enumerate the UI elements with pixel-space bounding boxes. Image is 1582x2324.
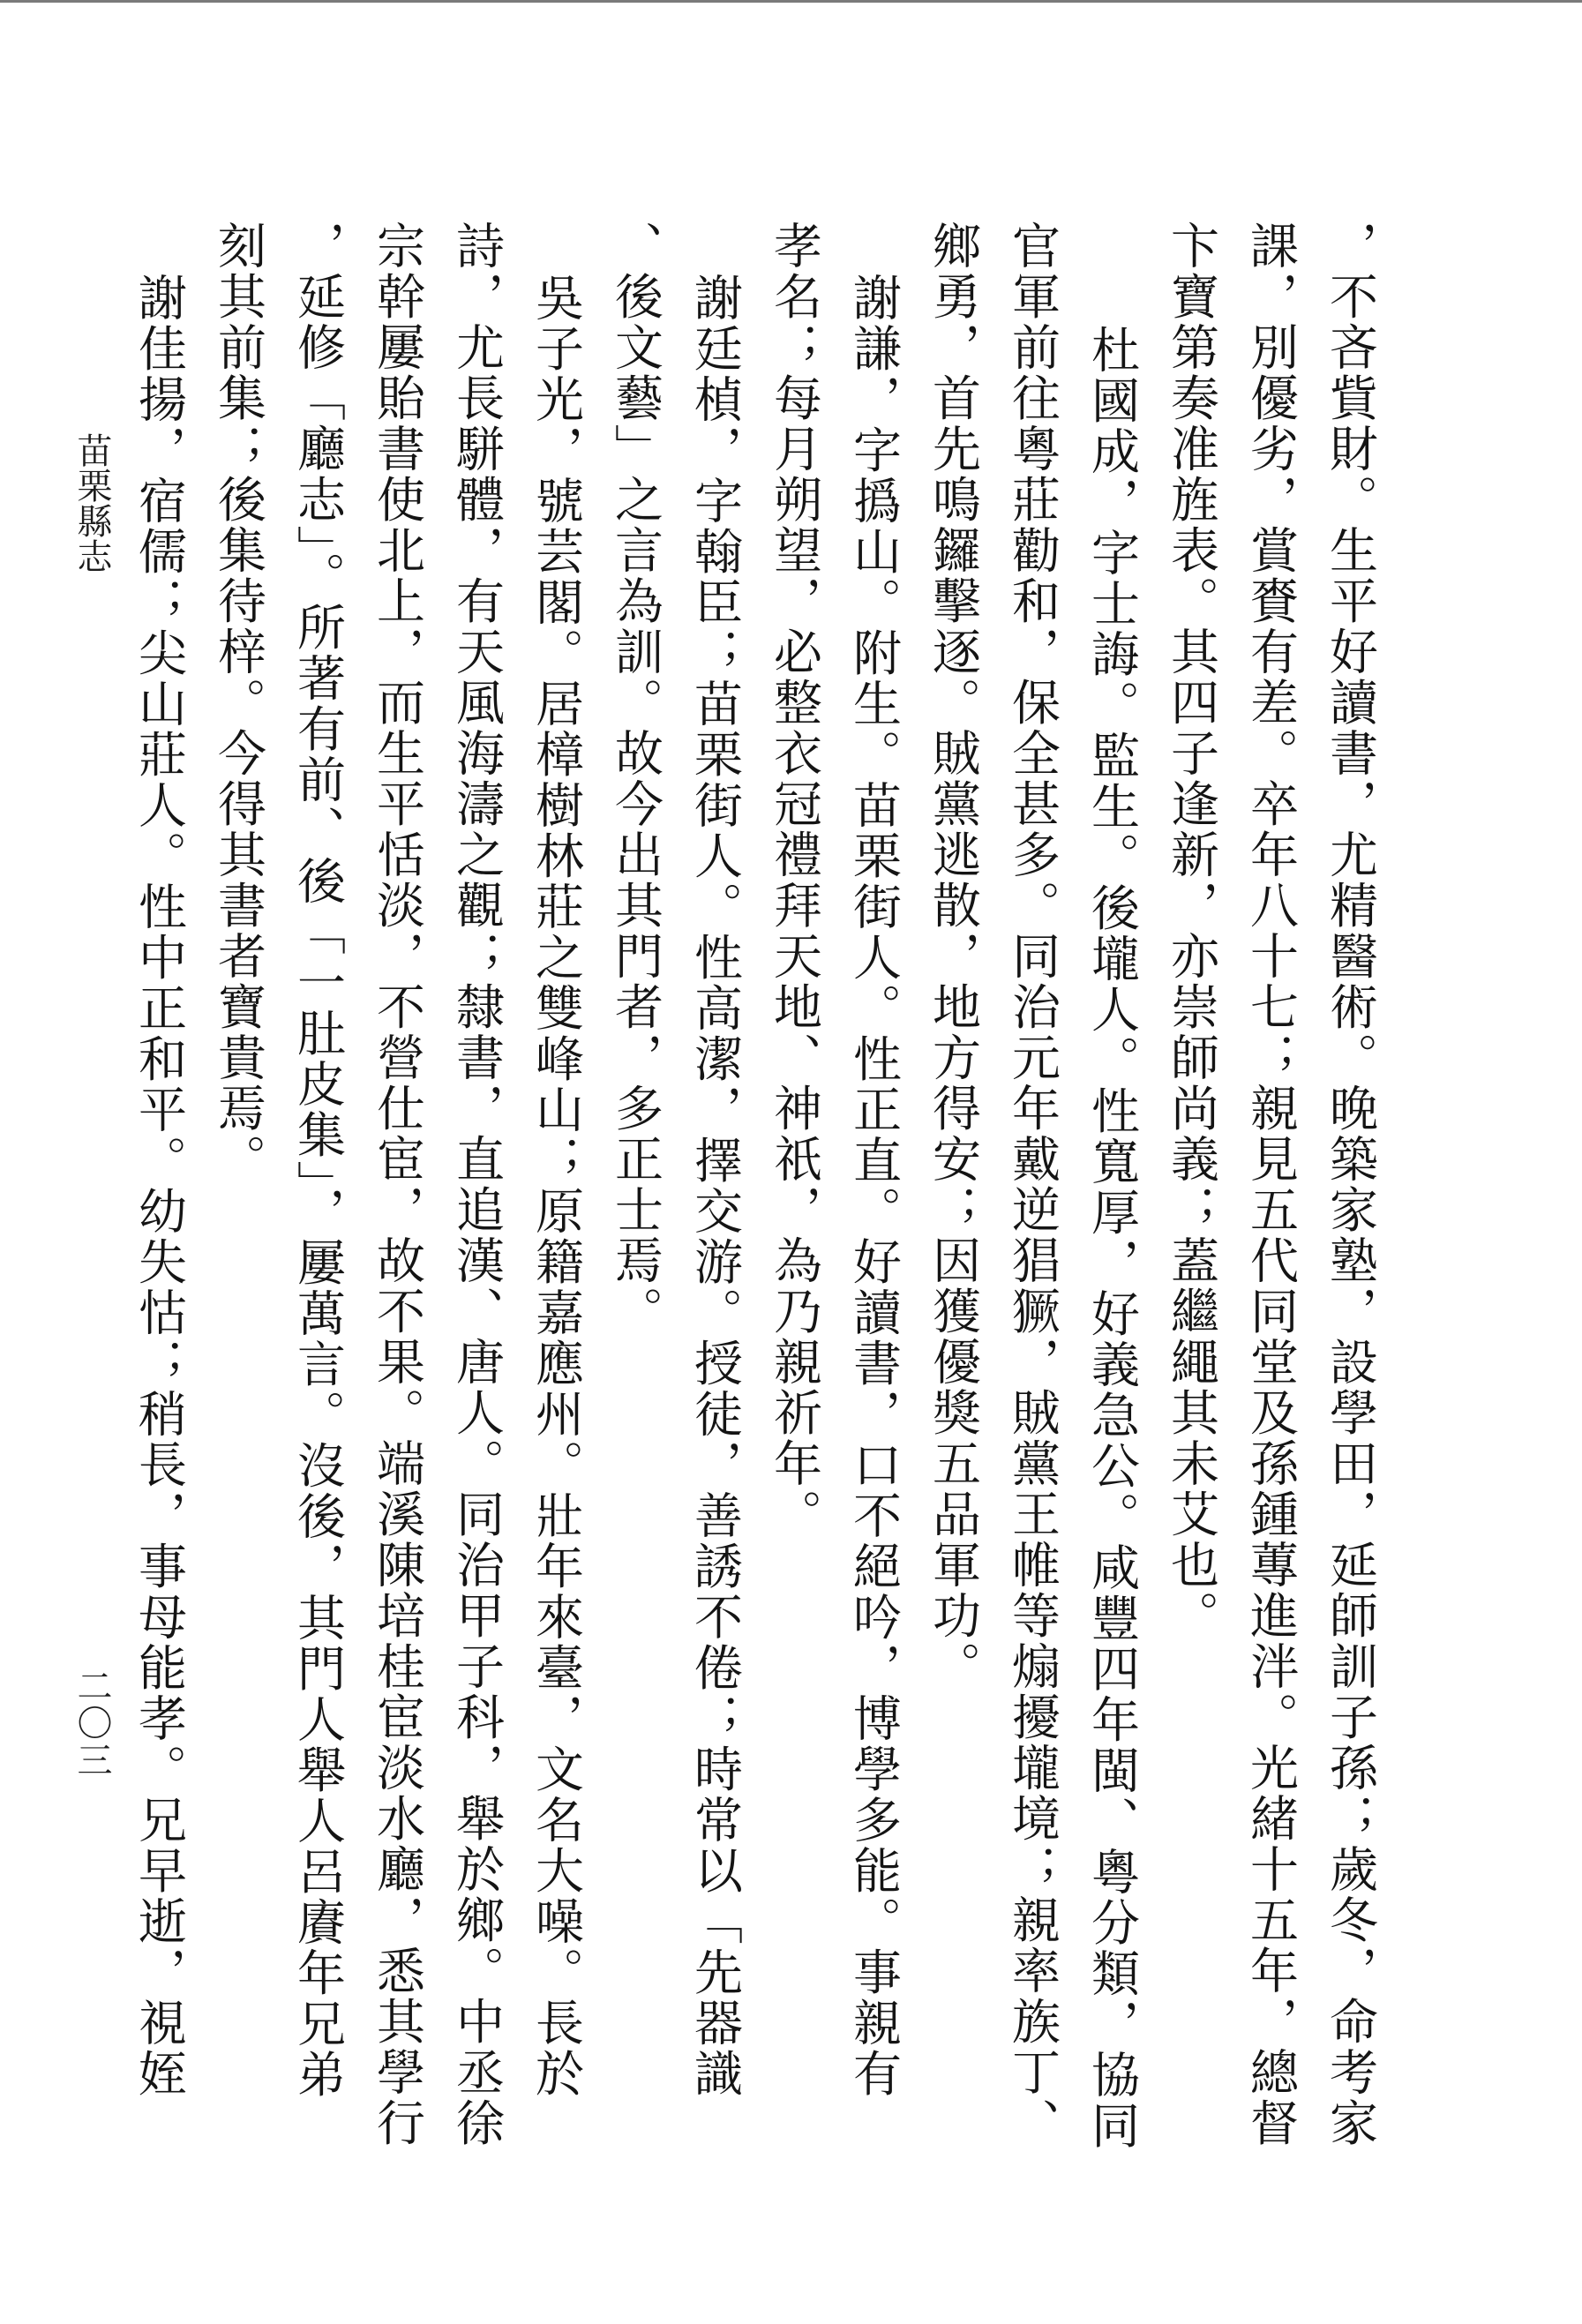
text-column-11: 吳子光，號芸閣。居樟樹林莊之雙峰山；原籍嘉應州。壯年來臺，文名大噪。長於 xyxy=(528,273,584,2099)
text-column-16: 謝佳揚，宿儒；尖山莊人。性中正和平。幼失怙；稍長，事母能孝。兄早逝，視姪 xyxy=(131,273,187,2099)
text-column-15: 刻其前集；後集待梓。今得其書者寶貴焉。 xyxy=(210,221,266,1185)
top-border-rule xyxy=(0,0,1582,3)
text-column-10: 、後文藝」之言為訓。故今出其門者，多正士焉。 xyxy=(607,221,664,1337)
text-column-12: 詩，尤長駢體，有天風海濤之觀；隸書，直追漢、唐人。同治甲子科，舉於鄉。中丞徐 xyxy=(448,221,505,2148)
running-title: 苗栗縣志 xyxy=(71,432,112,574)
text-column-5: 官軍前往粵莊勸和，保全甚多。同治元年戴逆猖獗，賊黨王帷等煽擾壠境；親率族丁、 xyxy=(1004,221,1061,2148)
vertical-text-body xyxy=(131,221,1390,2162)
text-column-1: ，不吝貲財。生平好讀書，尤精醫術。晚築家塾，設學田，延師訓子孫；歲冬，命考家 xyxy=(1322,221,1378,2148)
text-column-7: 謝謙，字撝山。附生。苗栗街人。性正直。好讀書，口不絕吟，博學多能。事親有 xyxy=(845,273,902,2099)
text-column-8: 孝名；每月朔望，必整衣冠禮拜天地、神祇，為乃親祈年。 xyxy=(766,221,822,1540)
text-column-13: 宗幹屢貽書使北上，而生平恬淡，不營仕宦，故不果。端溪陳培桂宦淡水廳，悉其學行 xyxy=(369,221,425,2148)
text-column-4: 杜國成，字士誨。監生。後壠人。性寬厚，好義急公。咸豐四年閩、粵分類，協同 xyxy=(1083,325,1140,2151)
text-column-14: ，延修「廳志」。所著有前、後「一肚皮集」，屢萬言。沒後，其門人舉人呂賡年兄弟 xyxy=(289,221,346,2100)
text-column-2: 課，別優劣，賞賚有差。卒年八十七；親見五代同堂及孫鍾蓴進泮。光緒十五年，總督 xyxy=(1242,221,1299,2148)
text-column-6: 鄉勇，首先鳴鑼擊逐。賊黨逃散，地方得安；因獲優獎五品軍功。 xyxy=(925,221,981,1692)
page-number: 二〇三 xyxy=(71,1668,112,1779)
text-column-9: 謝廷楨，字翰臣；苗栗街人。性高潔，擇交游。授徒，善誘不倦；時常以「先器識 xyxy=(686,273,743,2099)
text-column-3: 卞寶第奏准旌表。其四子逢新，亦崇師尚義；蓋繼繩其未艾也。 xyxy=(1163,221,1219,1641)
